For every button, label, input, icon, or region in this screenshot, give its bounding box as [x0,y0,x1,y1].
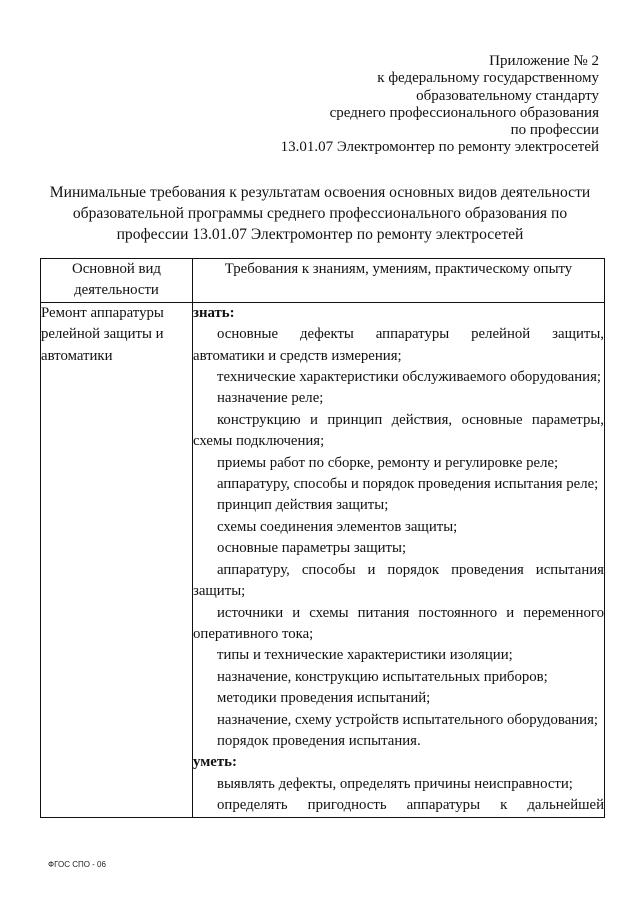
know-item: технические характеристики обслуживаемого оборудования; [217,369,601,386]
title-line: Минимальные требования к результатам освоения основных видов деятельности [49,184,591,201]
skill-item: выявлять дефекты, определять причины неисправности; [217,775,573,792]
appendix-line: среднего профессионального образования [329,104,599,121]
activity-cell: Ремонт аппаратуры релейной защиты и автоматики [41,302,193,817]
know-item: основные параметры защиты; [217,540,407,557]
document-title [40,182,600,245]
know-item: аппаратуру, способы и порядок проведения испытания реле; [217,476,599,493]
know-item: схемы соединения элементов защиты; [217,518,458,535]
know-item: приемы работ по сборке, ремонту и регулировке реле; [217,454,559,471]
appendix-line: Приложение № 2 [489,53,599,69]
know-item: назначение, конструкцию испытательных приборов; [217,668,548,685]
know-item: назначение, схему устройств испытательного оборудования; [217,711,599,728]
table-header-row [41,259,605,303]
title-line: образовательной программы среднего профессионального образования по [72,205,568,222]
skill-heading: уметь: [193,754,237,771]
header-requirements: Требования к знаниям, умениям, практическому опыту [193,259,605,303]
know-item: типы и технические характеристики изоляции; [217,647,513,664]
know-item: аппаратуру, способы и порядок проведения испытания защиты; [193,561,604,600]
appendix-line: к федеральному государственному [377,70,599,87]
know-item: принцип действия защиты; [217,497,389,514]
know-heading: знать: [193,304,235,321]
table-row [41,302,605,817]
requirements-cell [193,302,605,817]
know-item: основные дефекты аппаратуры релейной защиты, автоматики и средств измерения; [193,326,604,364]
page-footer: ФГОС СПО - 06 [48,860,106,869]
skill-item: определять пригодность аппаратуры к дальнейшей [217,797,604,814]
appendix-header [281,53,599,157]
know-item: методики проведения испытаний; [217,690,431,707]
appendix-line: 13.01.07 Электромонтер по ремонту электросетей [280,139,599,156]
appendix-line: образовательному стандарту [416,87,599,104]
know-item: порядок проведения испытания. [217,732,421,749]
know-item: конструкцию и принцип действия, основные параметры, схемы подключения; [193,411,604,450]
title-line: профессии 13.01.07 Электромонтер по ремонту электросетей [116,226,524,243]
requirements-table [40,258,605,818]
know-item: назначение реле; [217,390,324,407]
header-activity: Основной вид деятельности [41,259,193,303]
know-item: источники и схемы питания постоянного и переменного оперативного тока; [193,604,604,642]
appendix-line: по профессии [510,122,599,139]
